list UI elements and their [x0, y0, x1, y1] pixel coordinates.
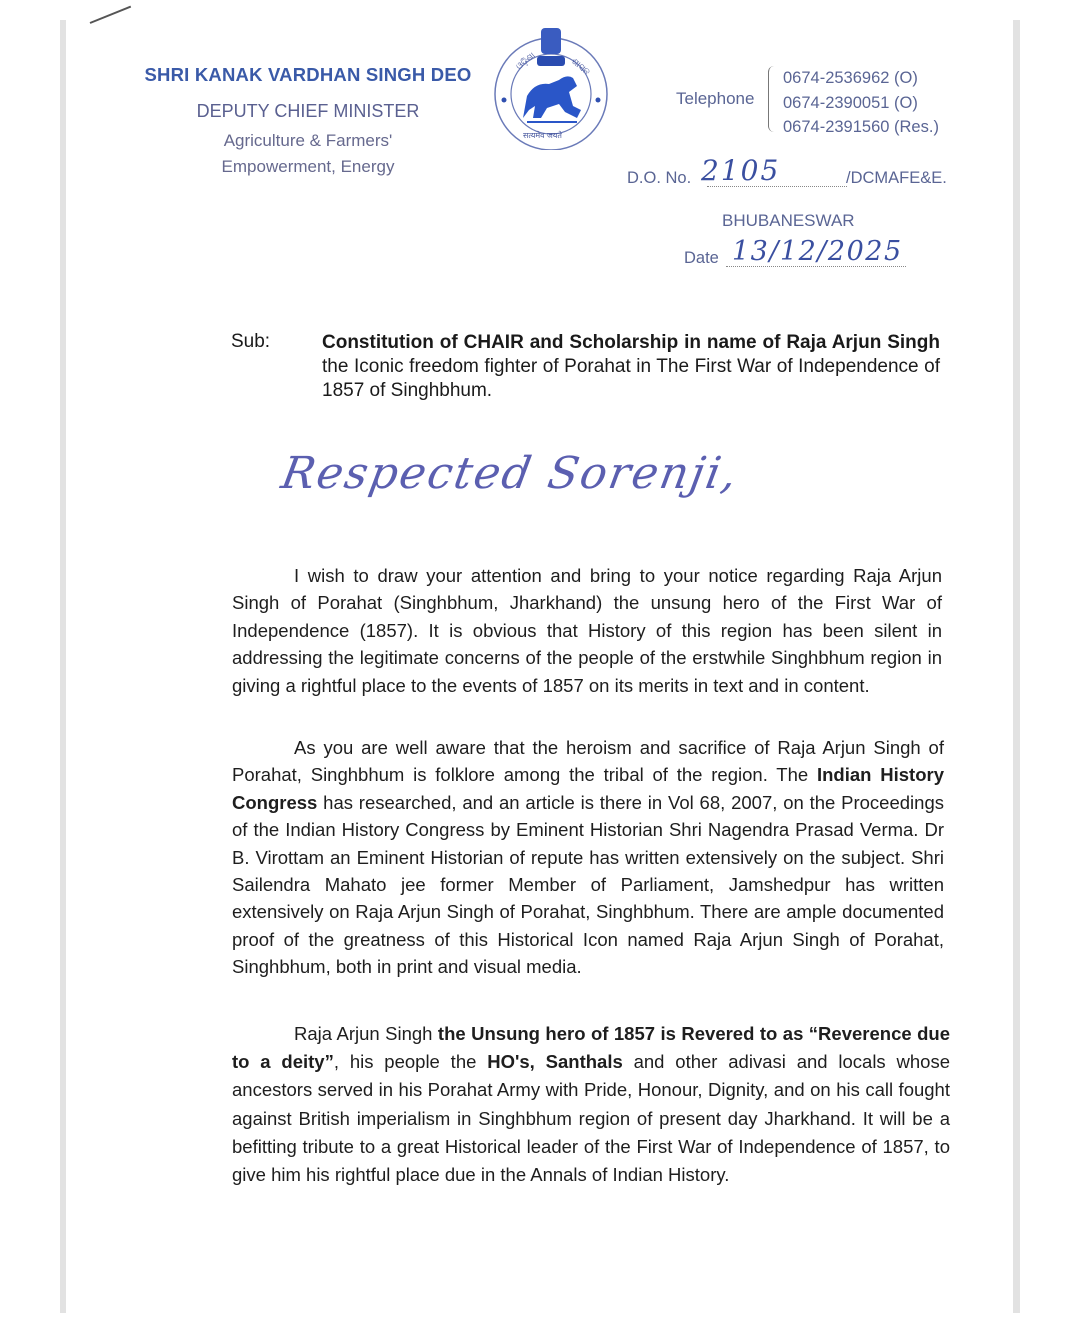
subject-normal: the Iconic freedom fighter of Porahat in The First War of Independence of 1857 of Singhbhum.: [322, 356, 940, 401]
telephone-office-1: 0674-2536962 (O): [783, 69, 918, 87]
paragraph-3: [232, 1020, 950, 1189]
date-handwritten: 13/12/2025: [732, 236, 903, 267]
paragraph-3-bold-1: the Unsung hero of 1857 is Revered to as “Reverence due to a deity”: [232, 1023, 951, 1073]
telephone-residence: 0674-2391560 (Res.): [783, 118, 939, 136]
sender-department-line2: Empowerment, Energy: [221, 157, 395, 176]
date-row: [684, 236, 944, 272]
sender-department-line1: Agriculture & Farmers': [223, 131, 393, 150]
odisha-state-emblem-icon: [489, 26, 613, 150]
svg-text:सत्यमेव जयते: सत्यमेव जयते: [523, 131, 562, 140]
date-label: Date: [684, 249, 719, 267]
sender-name: SHRI KANAK VARDHAN SINGH DEO: [144, 64, 472, 85]
paragraph-3-text-a: Raja Arjun Singh: [294, 1023, 438, 1044]
page-edge-right: [1013, 20, 1020, 1313]
telephone-brace: [768, 66, 777, 132]
subject-bold: Constitution of CHAIR and Scholarship in name of Raja Arjun Singh: [322, 332, 940, 353]
paragraph-2-text-b: has researched, and an article is there in Vol 68, 2007, on the Proceedings of the Indian History Congress by Eminent Historian Shri Nagendra Prasad Verma. Dr B. Virottam an Eminent Historian of repute has written extensively on the subject. Shri Sailendra Mahato jee former Member of Parliament, Jamshedpur has written extensively on Raja Arjun Singh of Porahat, Singhbhum. There are ample documented proof of the greatness of this Historical Icon named Raja Arjun Singh of Porahat, Singhbhum, both in print and visual media.: [232, 791, 944, 978]
telephone-office-2: 0674-2390051 (O): [783, 93, 918, 112]
do-number-handwritten: 2105: [701, 154, 781, 187]
page-edge-left: [60, 20, 66, 1313]
city: BHUBANESWAR: [722, 211, 855, 230]
do-label: D.O. No.: [627, 169, 692, 187]
paragraph-3-bold-2: HO's, Santhals: [487, 1051, 623, 1073]
subject-label: Sub:: [231, 331, 271, 352]
paragraph-1-text: I wish to draw your attention and bring to your notice regarding Raja Arjun Singh of Porahat (Singhbhum, Jharkhand) the unsung hero of the First War of Independence (1857). It is obvious that History of this region has been silent in addressing the legitimate concerns of the people of the erstwhile Singhbhum region in giving a rightful place to the events of 1857 on its merits in text and in content.: [232, 565, 942, 696]
paragraph-2-text-a: As you are well aware that the heroism and sacrifice of Raja Arjun Singh of Porahat, Singhbhum is folklore among the tribal of the region. The: [232, 737, 944, 786]
svg-text:ଶାସନ: ଶାସନ: [569, 55, 593, 77]
telephone-list: [783, 66, 939, 140]
telephone-label: Telephone: [676, 89, 755, 108]
paragraph-3-text-b: , his people the: [333, 1051, 488, 1073]
sender-title: DEPUTY CHIEF MINISTER: [196, 101, 420, 121]
do-suffix: /DCMAFE&E.: [846, 169, 947, 187]
salutation-handwritten: Respected Sorenji,: [277, 448, 743, 499]
paragraph-2: [232, 734, 944, 981]
svg-text:ଓଡ଼ିଶା: ଓଡ଼ିଶା: [513, 49, 537, 72]
paragraph-2-bold: Indian History Congress: [232, 764, 944, 813]
pen-mark: [90, 6, 132, 24]
do-number-row: [627, 154, 967, 190]
paragraph-1: [232, 562, 942, 699]
paragraph-3-text-c: and other adivasi and locals whose ancestors served in his Porahat Army with Pride, Honour, Dignity, and on his call fought against British imperialism in Singhbhum region of present day Jharkhand. It will be a befitting tribute to a great Historical leader of the First War of Independence of 1857, to give him his rightful place due in the Annals of Indian History.: [232, 1051, 950, 1186]
subject-text: [322, 331, 940, 403]
